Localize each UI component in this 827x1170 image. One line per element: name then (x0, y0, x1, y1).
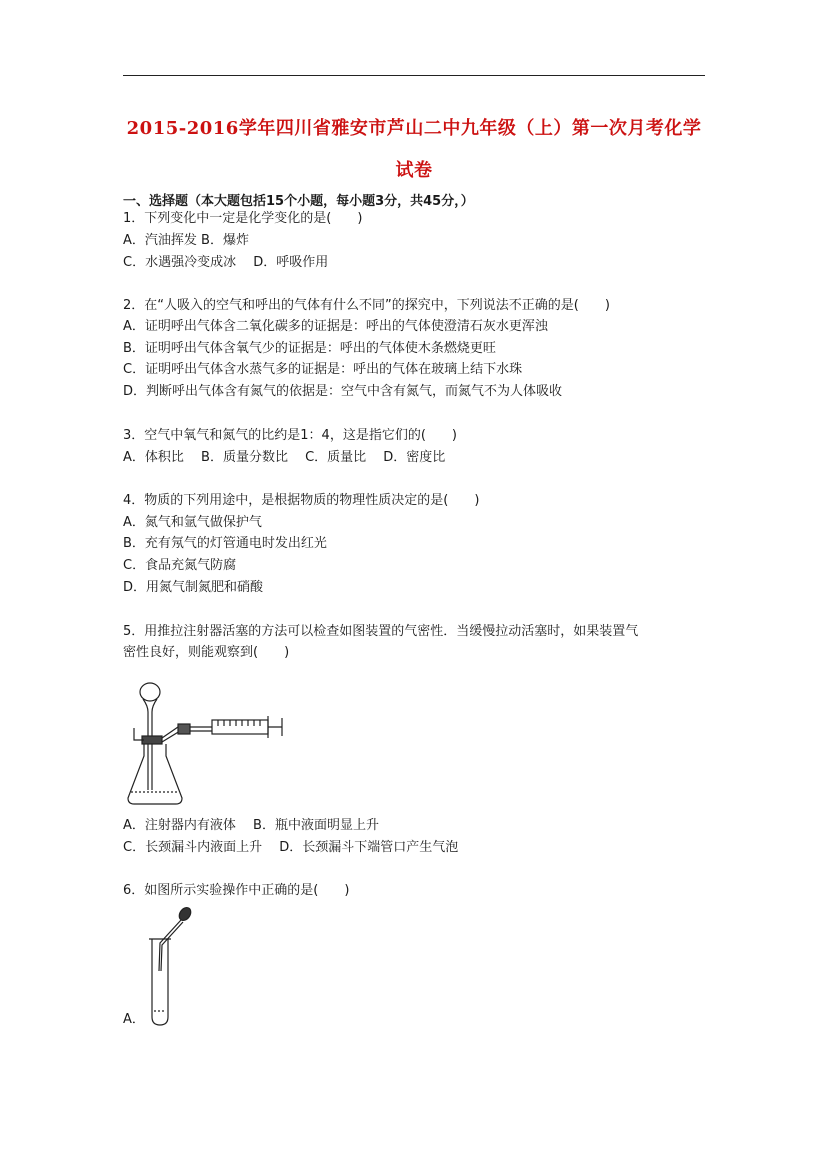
q4-option-c: C．食品充氮气防腐 (123, 558, 237, 573)
q5-stem-line2: 密性良好，则能观察到( ) (123, 645, 290, 660)
exam-title-line1: 2015-2016学年四川省雅安市芦山二中九年级（上）第一次月考化学 (126, 118, 702, 139)
q2-option-b: B．证明呼出气体含氧气少的证据是：呼出的气体使木条燃烧更旺 (123, 341, 496, 356)
q4-option-d: D．用氮气制氮肥和硝酸 (123, 580, 264, 595)
q1-options-ab: A．汽油挥发 B．爆炸 (123, 233, 249, 248)
q1-stem: 1．下列变化中一定是化学变化的是( ) (123, 211, 363, 226)
q4-option-b: B．充有氖气的灯管通电时发出红光 (123, 536, 327, 551)
syringe-flask-apparatus-figure (120, 680, 300, 810)
header-rule (123, 75, 705, 76)
q6-stem: 6．如图所示实验操作中正确的是( ) (123, 883, 350, 898)
q4-option-a: A．氮气和氩气做保护气 (123, 515, 262, 530)
q3-stem: 3．空气中氧气和氮气的比约是1：4，这是指它们的( ) (123, 428, 457, 443)
q5-options-ab: A．注射器内有液体 B．瓶中液面明显上升 (123, 818, 379, 833)
dropper-test-tube-figure (140, 905, 200, 1030)
q5-stem-line1: 5．用推拉注射器活塞的方法可以检查如图装置的气密性．当缓慢拉动活塞时，如果装置气 (123, 624, 639, 639)
q2-option-a: A．证明呼出气体含二氧化碳多的证据是：呼出的气体使澄清石灰水更浑浊 (123, 319, 548, 334)
q3-options: A．体积比 B．质量分数比 C．质量比 D．密度比 (123, 450, 446, 465)
exam-title-line2: 试卷 (395, 160, 433, 181)
q2-option-c: C．证明呼出气体含水蒸气多的证据是：呼出的气体在玻璃上结下水珠 (123, 362, 523, 377)
q1-options-cd: C．水遇强冷变成冰 D．呼吸作用 (123, 255, 329, 270)
q6-option-a: A． (123, 1012, 145, 1027)
section-heading: 一、选择题（本大题包括15个小题，每小题3分，共45分，） (123, 194, 474, 209)
q4-stem: 4．物质的下列用途中，是根据物质的物理性质决定的是( ) (123, 493, 480, 508)
q2-option-d: D．判断呼出气体含有氮气的依据是：空气中含有氮气，而氮气不为人体吸收 (123, 384, 563, 399)
q5-options-cd: C．长颈漏斗内液面上升 D．长颈漏斗下端管口产生气泡 (123, 840, 459, 855)
q2-stem: 2．在“人吸入的空气和呼出的气体有什么不同”的探究中，下列说法不正确的是( ) (123, 298, 610, 313)
